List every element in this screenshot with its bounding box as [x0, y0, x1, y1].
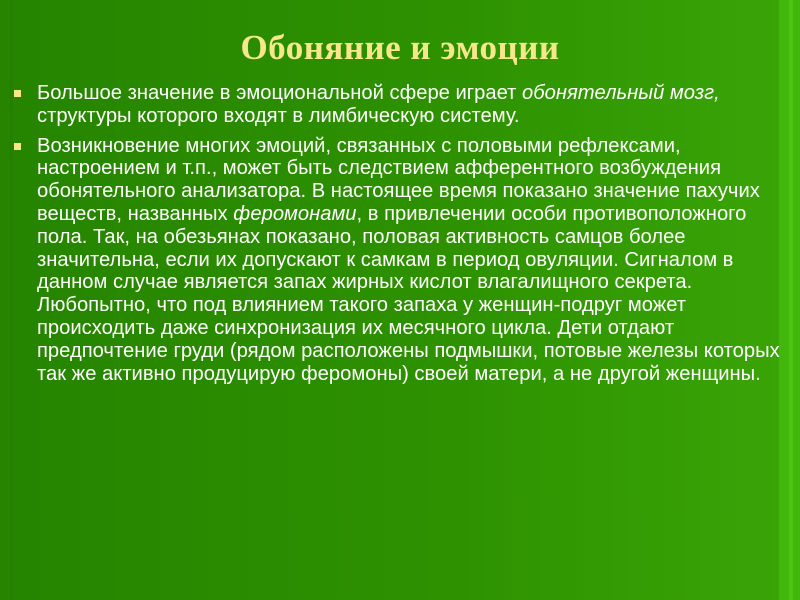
- bullet-text: , в привлечении особи противоположного пола. Так, на обезьянах показано, половая активность самцов более значительна, если их допускают к самкам в период овуляции. Сигналом в данном случае является запах жирных кислот влагалищного секрета. Любопытно, что под влиянием такого запаха у женщин-подруг может происходить даже синхронизация их месячного цикла. Дети отдают предпочтение груди (рядом расположены подмышки, потовые железы которых так же активно продуцирую феромоны) своей матери, а не другой женщины.: [37, 202, 780, 385]
- bullet-text: Возникновение многих эмоций, связанных с половыми рефлексами, настроением и т.п., может быть следствием афферентного возбуждения обонятельного анализатора. В настоящее время показано значение пахучих веществ, названных: [37, 134, 760, 225]
- slide-title: Обоняние и эмоции: [240, 28, 560, 67]
- emphasized-term: феромонами: [233, 202, 357, 225]
- bullet-text: структуры которого входят в лимбическую систему.: [37, 104, 520, 127]
- bullet-item: [12, 82, 782, 128]
- bullet-item: [12, 135, 782, 386]
- square-bullet-icon: [14, 90, 21, 97]
- bullet-list: [12, 82, 782, 392]
- square-bullet-icon: [14, 143, 21, 150]
- bullet-text: Большое значение в эмоциональной сфере играет: [37, 82, 523, 104]
- emphasized-term: обонятельный мозг,: [522, 82, 720, 104]
- background-stripe: [789, 0, 793, 600]
